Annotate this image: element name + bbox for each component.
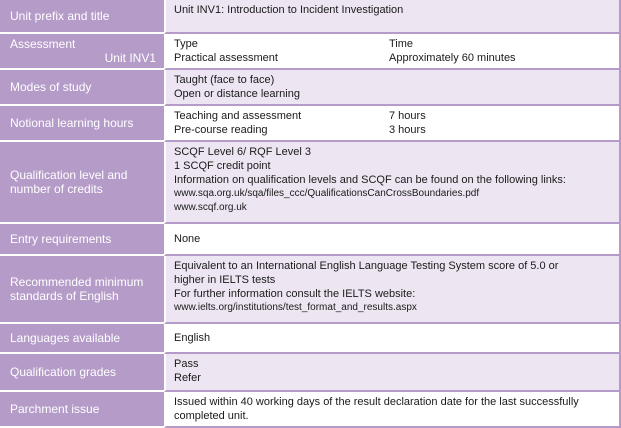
row-qualification-level (0, 142, 621, 224)
label-entry-requirements: Entry requirements (0, 224, 164, 256)
value-entry-requirements (164, 224, 621, 256)
value-languages (164, 324, 621, 354)
parchment-line1: Issued within 40 working days of the result declaration date for the last successfully (174, 396, 579, 408)
qualification-info-text: Information on qualification levels and SCQF can be found on the following links: (174, 174, 566, 186)
value-assessment (164, 34, 621, 70)
value-english-standards (164, 256, 621, 324)
hours-value-reading: 3 hours (389, 124, 426, 136)
row-english-standards (0, 256, 621, 324)
english-consult-text: For further information consult the IELTS website: (174, 288, 416, 300)
row-entry-requirements (0, 224, 621, 256)
qualification-link-scqf[interactable]: www.scqf.org.uk (174, 202, 247, 213)
english-label-line1: Recommended minimum (10, 275, 144, 289)
english-label-line2: standards of English (10, 289, 119, 303)
qualification-credit-points: 1 SCQF credit point (174, 160, 271, 172)
assessment-type-header: Type (174, 38, 198, 50)
unit-title-text: Unit INV1: Introduction to Incident Investigation (174, 4, 404, 16)
assessment-type-value: Practical assessment (174, 52, 278, 64)
value-parchment-issue (164, 392, 621, 428)
parchment-line2: completed unit. (174, 410, 249, 422)
languages-text: English (174, 332, 211, 344)
value-modes-of-study (164, 70, 621, 106)
qualification-link-sqa[interactable]: www.sqa.org.uk/sqa/files_ccc/QualificationsCanCrossBoundaries.pdf (174, 188, 480, 199)
row-unit-prefix (0, 0, 621, 34)
row-parchment-issue (0, 392, 621, 428)
row-qualification-grades (0, 354, 621, 392)
qualification-scqf-level: SCQF Level 6/ RQF Level 3 (174, 146, 311, 158)
label-qualification-grades: Qualification grades (0, 354, 164, 392)
assessment-unit-sublabel: Unit INV1 (104, 51, 156, 65)
label-qualification-level (0, 142, 164, 224)
row-assessment (0, 34, 621, 70)
assessment-label-text: Assessment (10, 37, 76, 51)
label-modes-of-study: Modes of study (0, 70, 164, 106)
mode-taught: Taught (face to face) (174, 74, 275, 86)
entry-requirements-text: None (174, 233, 201, 245)
english-ielts-line1: Equivalent to an International English Language Testing System score of 5.0 or (174, 260, 559, 272)
value-qualification-grades (164, 354, 621, 392)
english-ielts-link[interactable]: www.ielts.org/institutions/test_format_and_results.aspx (174, 302, 417, 313)
row-learning-hours (0, 106, 621, 142)
value-unit-title (164, 0, 621, 34)
value-qualification-level (164, 142, 621, 224)
hours-item-reading: Pre-course reading (174, 124, 268, 136)
row-modes-of-study (0, 70, 621, 106)
label-english-standards (0, 256, 164, 324)
qualification-label-line1: Qualification level and (10, 168, 128, 182)
grade-pass: Pass (174, 358, 199, 370)
hours-item-teaching: Teaching and assessment (174, 110, 302, 122)
row-languages (0, 324, 621, 354)
label-parchment-issue: Parchment issue (0, 392, 164, 428)
grade-refer: Refer (174, 372, 201, 384)
value-learning-hours (164, 106, 621, 142)
label-languages: Languages available (0, 324, 164, 354)
label-assessment (0, 34, 164, 70)
assessment-time-value: Approximately 60 minutes (389, 52, 516, 64)
mode-distance: Open or distance learning (174, 88, 300, 100)
label-learning-hours: Notional learning hours (0, 106, 164, 142)
english-ielts-line2: higher in IELTS tests (174, 274, 276, 286)
hours-value-teaching: 7 hours (389, 110, 426, 122)
label-unit-prefix: Unit prefix and title (0, 0, 164, 34)
assessment-time-header: Time (389, 38, 414, 50)
qualification-label-line2: number of credits (10, 182, 103, 196)
